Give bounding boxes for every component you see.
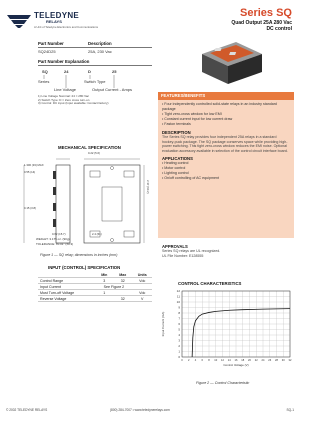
x-tick-label: 26	[268, 359, 272, 362]
table-cell: 1	[95, 290, 113, 296]
code-series: SQ	[42, 69, 48, 74]
description-text: The Series SQ relay provides four independent 25A relays in a standard hockey-puck package. The SQ package conserves space while providing high-power switching. This tight zero-cross window reduces the EMI noise. Optional evaluation accessory available in selection of the control circuit interface board.	[162, 135, 288, 153]
input-spec-table	[38, 272, 152, 302]
description-title: DESCRIPTION	[162, 130, 191, 135]
brand-sub: RELAYS	[46, 19, 62, 24]
x-tick-label: 8	[208, 359, 210, 362]
application-item: • Motor control	[162, 166, 186, 171]
application-item: • On/off controlling of AC equipment	[162, 176, 219, 181]
table-header: Max	[113, 272, 132, 278]
series-line	[192, 309, 290, 357]
series-title: Series SQ	[240, 7, 292, 19]
switch-type-label: Switch Type	[84, 79, 106, 84]
y-tick-label: 7	[178, 316, 180, 321]
dim-0: 0.22 (5.6)	[88, 151, 100, 155]
feature-text: Constant current input for low current draw	[164, 117, 233, 121]
mech-spec-title: MECHANICAL SPECIFICATION	[58, 145, 121, 150]
brand-tagline: A Unit of Teledyne Electronics and Communications	[34, 25, 98, 29]
output-current-label: Output Current - Amps	[92, 87, 133, 92]
x-tick-label: 30	[281, 359, 285, 362]
dim-6: 2.4 (61)	[92, 232, 102, 236]
feature-item: • Four independently controlled solid-state relays in an industry standard package	[162, 102, 277, 111]
explanation-notes	[38, 95, 109, 106]
note-1: 1) Line Voltage Nominal: 24 = 280 Vac	[38, 94, 90, 98]
x-tick-label: 12	[221, 359, 224, 362]
dim-5: 0.62 (15.7)	[52, 232, 66, 236]
table-cell: Vdc	[132, 278, 152, 284]
x-tick-label: 0	[181, 359, 183, 362]
brand-name: TELEDYNE	[34, 11, 80, 20]
series-label: Series	[38, 79, 50, 84]
x-tick-label: 22	[254, 359, 258, 362]
x-tick-label: 24	[261, 359, 265, 362]
x-tick-label: 28	[275, 359, 278, 362]
input-spec-title: INPUT (CONTROL) SPECIFICATION	[48, 265, 121, 270]
application-text: Heating control	[164, 161, 189, 166]
teledyne-logo-icon	[6, 12, 32, 28]
y-tick-label: 0	[178, 355, 180, 359]
dim-3: 0.15 (3.8)	[24, 206, 36, 210]
subtitle-line1: Quad Output 25A 280 Vac	[231, 20, 292, 26]
figure2-caption: Figure 2 — Control Characteristic	[196, 381, 250, 385]
footer-copyright: © 2002 TELEDYNE RELAYS	[6, 408, 48, 412]
x-tick-label: 18	[241, 359, 245, 362]
footer-contact: (800) 284-7007 • www.teledynerelays.com	[110, 408, 170, 412]
code-voltage: 24	[64, 69, 69, 74]
feature-item: • Faston terminals	[162, 122, 191, 126]
part-number-header: Part Number	[38, 41, 64, 46]
features-header: FEATURES/BENEFITS	[158, 92, 294, 100]
table-cell: 32	[113, 278, 132, 284]
explanation-title: Part Number Explanation	[38, 59, 90, 64]
footer-page: SQ-1	[286, 408, 294, 412]
table-cell	[95, 296, 113, 302]
tolerance-text: TOLERANCE: ±0.01" (±0.3)	[36, 242, 74, 246]
figure1-caption: Figure 1 — SQ relay; dimensions in inches (mm)	[40, 253, 118, 257]
table-cell: Input Current	[38, 284, 95, 290]
y-tick-label: 12	[176, 289, 180, 293]
table-cell: V	[132, 296, 152, 302]
description-header: Description	[88, 41, 112, 46]
table-cell: See Figure 2	[95, 284, 132, 290]
description-value: 25A, 230 Vac	[88, 49, 112, 54]
table-cell: 32	[113, 296, 132, 302]
table-divider	[38, 47, 152, 48]
y-axis-label: Input Current (mA)	[161, 311, 165, 337]
table-cell: Control Range	[38, 278, 95, 284]
y-tick-label: 9	[178, 305, 180, 310]
application-item: • Heating control	[162, 161, 189, 166]
x-tick-label: 4	[194, 359, 197, 362]
y-tick-label: 11	[176, 294, 180, 299]
table-cell: Vdc	[132, 290, 152, 296]
table-header: Units	[132, 272, 152, 278]
feature-item: • Constant current input for low current draw	[162, 117, 233, 121]
application-text: Lighting control	[164, 171, 189, 176]
application-text: On/off controlling of AC equipment	[164, 176, 219, 181]
line-voltage-label: Line Voltage	[54, 87, 77, 92]
relay-product-image	[196, 36, 266, 88]
applications-title: APPLICATIONS	[162, 156, 193, 162]
approvals-title: APPROVALS	[162, 244, 188, 249]
feature-text: Tight zero-cross window for low EMI	[164, 112, 222, 116]
x-tick-label: 2	[188, 359, 190, 362]
feature-text: Faston terminals	[164, 122, 191, 126]
table-cell: Reverse Voltage	[38, 296, 95, 302]
y-tick-label: 10	[176, 300, 180, 304]
table-header: Min	[95, 272, 113, 278]
x-tick-label: 32	[288, 359, 292, 362]
table-row	[38, 296, 152, 302]
y-tick-label: 1	[178, 349, 180, 354]
feature-item: • Tight zero-cross window for low EMI	[162, 112, 222, 116]
part-number-value: SQ24D25	[38, 49, 56, 54]
note-2: 2) Switch Type: D = Zero cross turn-on	[38, 97, 90, 102]
table-cell: 3	[95, 278, 113, 284]
explanation-divider	[38, 65, 152, 66]
weight-text: WEIGHT: 3.175 oz. (90g)	[36, 237, 70, 241]
y-tick-label: 8	[178, 311, 180, 315]
code-switch: D	[88, 69, 91, 74]
approvals-section	[162, 244, 220, 258]
approvals-line2: UL File Number: E128555	[162, 253, 204, 258]
y-tick-label: 2	[178, 344, 180, 348]
x-tick-label: 20	[248, 359, 251, 362]
control-characteristic-chart	[160, 287, 296, 373]
chart-title: CONTROL CHARACTERISTICS	[178, 281, 242, 286]
approvals-line1: Series SQ relays are UL recognized.	[162, 249, 221, 253]
note-3: 3) Control: DC input (Input available: Contact factory)	[38, 101, 109, 106]
features-panel	[158, 100, 294, 238]
feature-text: Four independently controlled solid-state relays in an industry standard package	[162, 102, 277, 111]
subtitle-line2: DC control	[266, 26, 292, 32]
application-item: • Lighting control	[162, 171, 189, 176]
code-current: 25	[112, 69, 117, 74]
dim-4: 2.37 (60.2)	[146, 180, 150, 194]
x-tick-label: 14	[227, 359, 231, 362]
table-cell: Must Turn-off Voltage	[38, 290, 95, 296]
y-tick-label: 6	[178, 322, 180, 326]
y-tick-label: 3	[178, 338, 180, 343]
x-tick-label: 16	[234, 359, 238, 362]
dim-2: 0.55 (14)	[24, 170, 36, 174]
x-tick-label: 10	[214, 359, 218, 362]
x-tick-label: 6	[201, 359, 203, 362]
y-tick-label: 5	[178, 327, 180, 332]
x-axis-label: Control Voltage (V)	[223, 363, 249, 367]
dim-1: 1.300 (33) MAX	[24, 163, 44, 167]
y-tick-label: 4	[178, 333, 180, 337]
application-text: Motor control	[164, 166, 186, 171]
